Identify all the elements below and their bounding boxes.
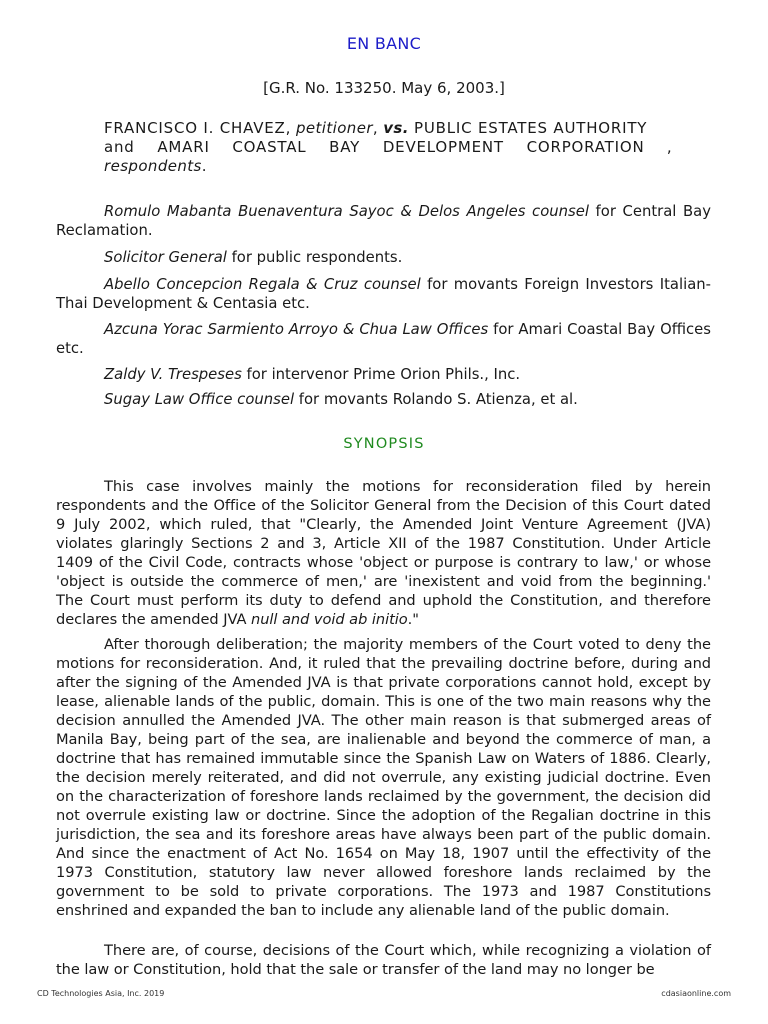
respondent-role: respondents	[104, 157, 202, 175]
synopsis-paragraph-3: There are, of course, decisions of the Court which, while recognizing a violation of the law or Constitution, hold that the sale or transfer of the land may no longer be	[56, 942, 711, 978]
counsel-entry: Abello Concepcion Regala & Cruz counsel for movants Foreign Investors Italian-Thai Development & Centasia etc.	[56, 276, 711, 312]
petitioner-name: FRANCISCO I. CHAVEZ	[104, 119, 286, 137]
respondent-line-2: and AMARI COASTAL BAY DEVELOPMENT CORPORATION	[104, 138, 645, 156]
court-division: EN BANC	[346, 34, 422, 53]
footer-copyright: CD Technologies Asia, Inc. 2019	[37, 989, 165, 998]
case-parties: FRANCISCO I. CHAVEZ, petitioner, vs. PUBLIC ESTATES AUTHORITY and AMARI COASTAL BAY DEVELOPMENT CORPORATION , respondents.	[104, 119, 672, 175]
synopsis-paragraph-2: After thorough deliberation; the majority members of the Court voted to deny the motions for reconsideration. And, it ruled that the prevailing doctrine before, during and after the signing of the Amended JVA is that private corporations cannot hold, except by lease, alienable lands of the public, domain. This is one of the two main reasons why the decision annulled the Amended JVA. The other main reason is that submerged areas of Manila Bay, being part of the sea, are inalienable and beyond the commerce of man, a doctrine that has remained immutable since the Spanish Law on Waters of 1886. Clearly, the decision merely reiterated, and did not overrule, any existing judicial doctrine. Even on the characterization of foreshore lands reclaimed by the government, the decision did not overrule existing law or doctrine. Since the adoption of the Regalian doctrine in this jurisdiction, the sea and its foreshore areas have always been part of the public domain. And since the enactment of Act No. 1654 on May 18, 1907 until the effectivity of the 1973 Constitution, statutory law never allowed foreshore lands reclaimed by the government to be sold to private corporations. The 1973 and 1987 Constitutions enshrined and expanded the ban to include any alienable land of the public domain.	[56, 636, 711, 919]
respondent-line-1: PUBLIC ESTATES AUTHORITY	[414, 119, 648, 137]
counsel-entry: Azcuna Yorac Sarmiento Arroyo & Chua Law Offices for Amari Coastal Bay Offices etc.	[56, 321, 711, 357]
counsel-entry: Solicitor General for public respondents.	[104, 249, 403, 266]
counsel-entry: Romulo Mabanta Buenaventura Sayoc & Delos Angeles counsel for Central Bay Reclamation.	[56, 203, 711, 239]
petitioner-role: petitioner	[295, 119, 373, 137]
case-number: [G.R. No. 133250. May 6, 2003.]	[263, 79, 505, 97]
counsel-entry: Zaldy V. Trespeses for intervenor Prime Orion Phils., Inc.	[104, 366, 521, 383]
synopsis-heading: SYNOPSIS	[343, 436, 425, 452]
versus: vs.	[383, 119, 409, 137]
counsel-entry: Sugay Law Office counsel for movants Rolando S. Atienza, et al.	[104, 391, 578, 408]
footer-website: cdasiaonline.com	[661, 989, 731, 998]
synopsis-paragraph-1: This case involves mainly the motions for reconsideration filed by herein respondents and the Office of the Solicitor General from the Decision of this Court dated 9 July 2002, which ruled, that "Clearly, the Amended Joint Venture Agreement (JVA) violates glaringly Sections 2 and 3, Article XII of the 1987 Constitution. Under Article 1409 of the Civil Code, contracts whose 'object or purpose is contrary to law,' or whose 'object is outside the commerce of men,' are 'inexistent and void from the beginning.' The Court must perform its duty to defend and uphold the Constitution, and therefore declares the amended JVA null and void ab initio."	[56, 478, 711, 628]
